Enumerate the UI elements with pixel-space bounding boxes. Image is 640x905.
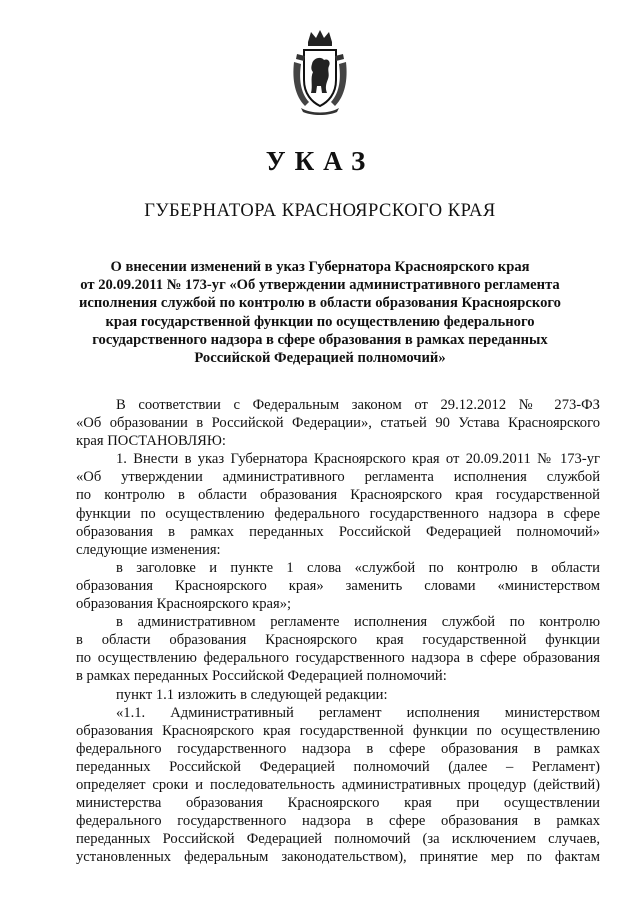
krasnoyarsk-coat-of-arms-icon [291, 28, 349, 116]
body-line: федерального государственного надзора в сфере образования в рамках [76, 813, 600, 830]
body-line: 1. Внести в указ Губернатора Красноярского края от 20.09.2011 № 173-уг [116, 451, 600, 468]
document-title: УКАЗ [265, 146, 375, 176]
heading-line: Российской Федерацией полномочий» [194, 350, 446, 367]
body-line: федерального государственного надзора в сфере образования в рамках [76, 740, 600, 757]
decree-body [76, 396, 600, 866]
heading-line: исполнения службой по контролю в области образования Красноярского [79, 295, 561, 312]
body-line: образования Красноярского края»; [76, 596, 292, 613]
body-line: по осуществлению федерального государственного надзора в сфере образования [76, 650, 600, 667]
body-line: переданных Российской Федерацией полномочий (за исключением случаев, [76, 831, 600, 848]
body-line: министерства образования Красноярского края при осуществлении [76, 795, 600, 812]
body-line: образования Красноярского края государственной функции по осуществлению [76, 722, 600, 739]
document-subtitle: ГУБЕРНАТОРА КРАСНОЯРСКОГО КРАЯ [144, 201, 496, 221]
heading-line: государственного надзора в сфере образования в рамках переданных [92, 331, 548, 348]
body-line: края ПОСТАНОВЛЯЮ: [76, 433, 226, 450]
body-line: образования Красноярского края» заменить словами «министерством [76, 577, 600, 594]
body-line: переданных Российской Федерацией полномочий (далее – Регламент) [76, 758, 600, 775]
body-line: установленных федеральным законодательством), принятие мер по фактам [76, 849, 600, 866]
body-line: В соответствии с Федеральным законом от 29.12.2012 № 273-ФЗ [116, 397, 600, 413]
heading-line: О внесении изменений в указ Губернатора Красноярского края [110, 259, 530, 275]
heading-line: края государственной функции по осуществлению федерального [105, 313, 535, 330]
body-line: в области образования Красноярского края государственной функции [76, 632, 600, 649]
body-line: в заголовке и пункте 1 слова «службой по контролю в области [116, 559, 600, 576]
body-line: следующие изменения: [76, 541, 221, 558]
body-line: по контролю в области образования Красноярского края государственной [76, 487, 600, 504]
body-line: пункт 1.1 изложить в следующей редакции: [116, 686, 388, 703]
body-line: в рамках переданных Российской Федерацией полномочий: [76, 668, 447, 685]
body-line: образования в рамках переданных Российской Федерацией полномочий» [76, 523, 600, 540]
body-line: функции по осуществлению федерального государственного надзора в сфере [76, 505, 600, 522]
body-line: определяет сроки и последовательность административных процедур (действий) [76, 776, 600, 793]
body-line: «1.1. Административный регламент исполнения министерством [116, 704, 600, 721]
heading-line: от 20.09.2011 № 173-уг «Об утверждении административного регламента [80, 277, 560, 294]
decree-heading [60, 258, 580, 367]
body-line: «Об образовании в Российской Федерации», статьей 90 Устава Красноярского [76, 415, 600, 432]
body-line: «Об утверждении административного регламента исполнения службой [76, 469, 600, 486]
body-line: в административном регламенте исполнения службой по контролю [116, 614, 600, 631]
